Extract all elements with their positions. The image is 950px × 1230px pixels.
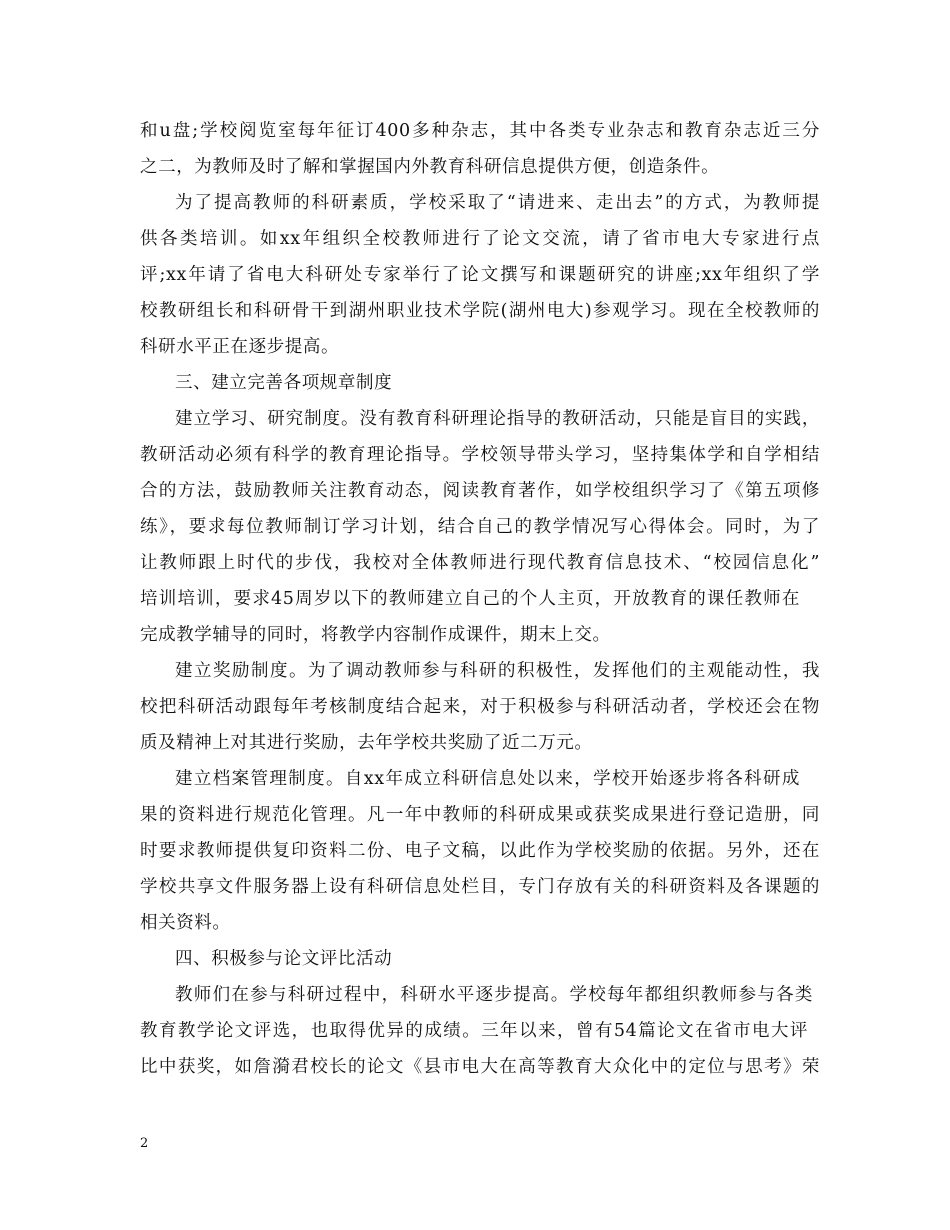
text-line: 和u盘;学校阅览室每年征订400多种杂志，其中各类专业杂志和教育杂志近三分 <box>140 121 820 141</box>
paragraph-start-line: 教师们在参与科研过程中，科研水平逐步提高。学校每年都组织教师参与各类 <box>175 985 813 1005</box>
section-heading: 三、建立完善各项规章制度 <box>175 373 393 393</box>
text-line: 合的方法，鼓励教师关注教育动态，阅读教育著作，如学校组织学习了《第五项修 <box>140 481 820 501</box>
text-line: 果的资料进行规范化管理。凡一年中教师的科研成果或获奖成果进行登记造册，同 <box>140 805 820 825</box>
text-line: 练》，要求每位教师制订学习计划，结合自己的教学情况写心得体会。同时，为了 <box>140 517 820 537</box>
text-line: 科研水平正在逐步提高。 <box>140 337 340 357</box>
text-line: 供各类培训。如xx年组织全校教师进行了论文交流，请了省市电大专家进行点 <box>140 229 820 249</box>
text-line: 时要求教师提供复印资料二份、电子文稿，以此作为学校奖励的依据。另外，还在 <box>140 841 820 861</box>
paragraph-start-line: 建立档案管理制度。自xx年成立科研信息处以来，学校开始逐步将各科研成 <box>175 769 800 789</box>
text-line: 相关资料。 <box>140 913 231 933</box>
text-line: 教育教学论文评选，也取得优异的成绩。三年以来，曾有54篇论文在省市电大评 <box>140 1021 808 1041</box>
text-line: 校教研组长和科研骨干到湖州职业技术学院(湖州电大)参观学习。现在全校教师的 <box>140 301 820 321</box>
text-line: 之二，为教师及时了解和掌握国内外教育科研信息提供方便，创造条件。 <box>140 157 720 177</box>
page-number: 2 <box>140 1136 149 1151</box>
text-line: 培训培训，要求45周岁以下的教师建立自己的个人主页，开放教育的课任教师在 <box>140 589 800 609</box>
paragraph-start-line: 建立学习、研究制度。没有教育科研理论指导的教研活动，只能是盲目的实践， <box>175 409 820 429</box>
section-heading: 四、积极参与论文评比活动 <box>175 949 393 969</box>
text-line: 评;xx年请了省电大科研处专家举行了论文撰写和课题研究的讲座;xx年组织了学 <box>140 265 820 285</box>
text-line: 校把科研活动跟每年考核制度结合起来，对于积极参与科研活动者，学校还会在物 <box>140 697 820 717</box>
text-line: 比中获奖，如詹漪君校长的论文《县市电大在高等教育大众化中的定位与思考》荣 <box>140 1057 820 1077</box>
paragraph-start-line: 建立奖励制度。为了调动教师参与科研的积极性，发挥他们的主观能动性，我 <box>175 661 820 681</box>
paragraph-start-line: 为了提高教师的科研素质，学校采取了“请进来、走出去”的方式，为教师提 <box>175 193 820 213</box>
text-line: 教研活动必须有科学的教育理论指导。学校领导带头学习，坚持集体学和自学相结 <box>140 445 820 465</box>
text-line: 学校共享文件服务器上设有科研信息处栏目，专门存放有关的科研资料及各课题的 <box>140 877 820 897</box>
text-line: 完成教学辅导的同时，将教学内容制作成课件，期末上交。 <box>140 625 611 645</box>
text-line: 质及精神上对其进行奖励，去年学校共奖励了近二万元。 <box>140 733 593 753</box>
text-line: 让教师跟上时代的步伐，我校对全体教师进行现代教育信息技术、“校园信息化” <box>140 553 820 573</box>
